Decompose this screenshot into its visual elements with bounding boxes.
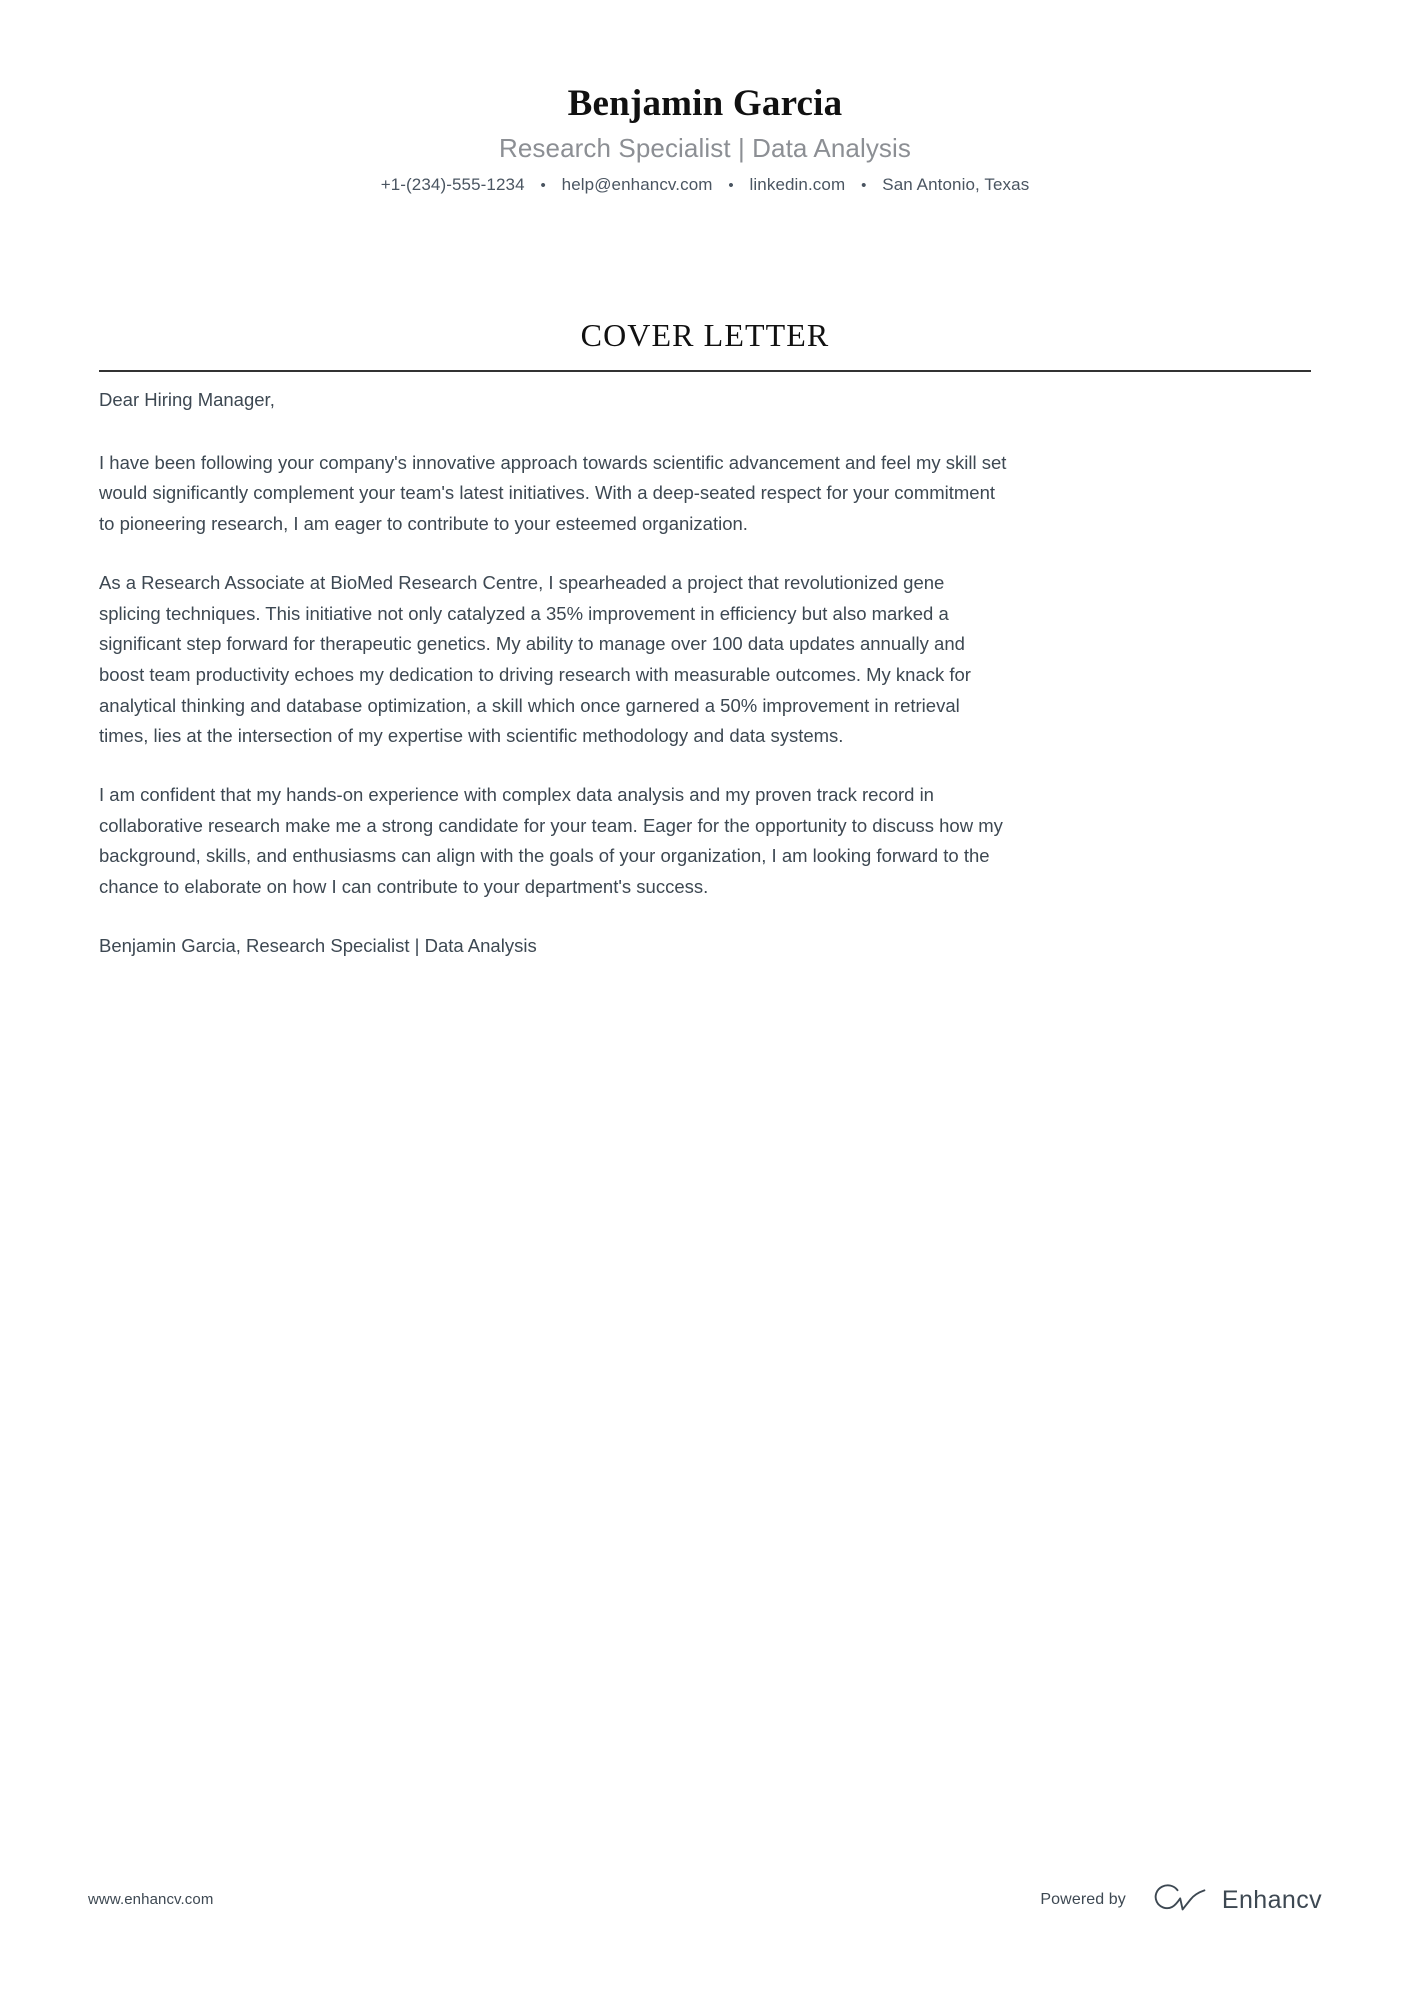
letter-salutation: Dear Hiring Manager, [99, 389, 275, 410]
enhancv-wordmark: Enhancv [1221, 1885, 1322, 1914]
contact-separator-icon: • [540, 176, 546, 194]
page-footer [88, 1883, 1322, 1917]
contact-email[interactable]: help@enhancv.com [561, 174, 713, 194]
contact-line [0, 174, 1410, 196]
letter-paragraph: As a Research Associate at BioMed Research Centre, I spearheaded a project that revolutionized gene splicing techniques. This initiative not only catalyzed a 35% improvement in efficiency but also marked a significant step forward for therapeutic genetics. My ability to manage over 100 data updates annually and boost team productivity echoes my dedication to driving research with measurable outcomes. My knack for analytical thinking and database optimization, a skill which once garnered a 50% improvement in retrieval times, lies at the intersection of my expertise with scientific methodology and data systems. [99, 571, 971, 747]
footer-website-link[interactable]: www.enhancv.com [88, 1891, 214, 1908]
contact-phone: +1-(234)-555-1234 [380, 174, 525, 194]
footer-branding [1040, 1883, 1322, 1917]
applicant-name: Benjamin Garcia [567, 83, 843, 124]
contact-location: San Antonio, Texas [882, 174, 1030, 194]
letter-signature: Benjamin Garcia, Research Specialist | Data Analysis [99, 934, 537, 956]
contact-linkedin[interactable]: linkedin.com [749, 174, 846, 194]
section-divider [99, 370, 1311, 372]
letter-paragraph: I am confident that my hands-on experience with complex data analysis and my proven track record in collaborative research make me a strong candidate for your team. Eager for the opportunity to discuss how my background, skills, and enthusiasms can align with the goals of your organization, I am looking forward to the chance to elaborate on how I can contribute to your department's success. [99, 784, 1003, 898]
section-header [99, 318, 1311, 372]
letter-paragraph: I have been following your company's innovative approach towards scientific advancement and feel my skill set would significantly complement your team's latest initiatives. With a deep-seated respect for your commitment to pioneering research, I am eager to contribute to your esteemed organization. [99, 451, 1007, 535]
section-title: COVER LETTER [580, 317, 830, 353]
powered-by-label: Powered by [1040, 1891, 1126, 1908]
enhancv-logo-icon [1152, 1882, 1210, 1919]
letter-header [0, 82, 1410, 196]
letter-body [99, 385, 1011, 962]
contact-separator-icon: • [728, 176, 734, 194]
contact-separator-icon: • [861, 176, 867, 194]
applicant-role: Research Specialist | Data Analysis [499, 132, 911, 163]
